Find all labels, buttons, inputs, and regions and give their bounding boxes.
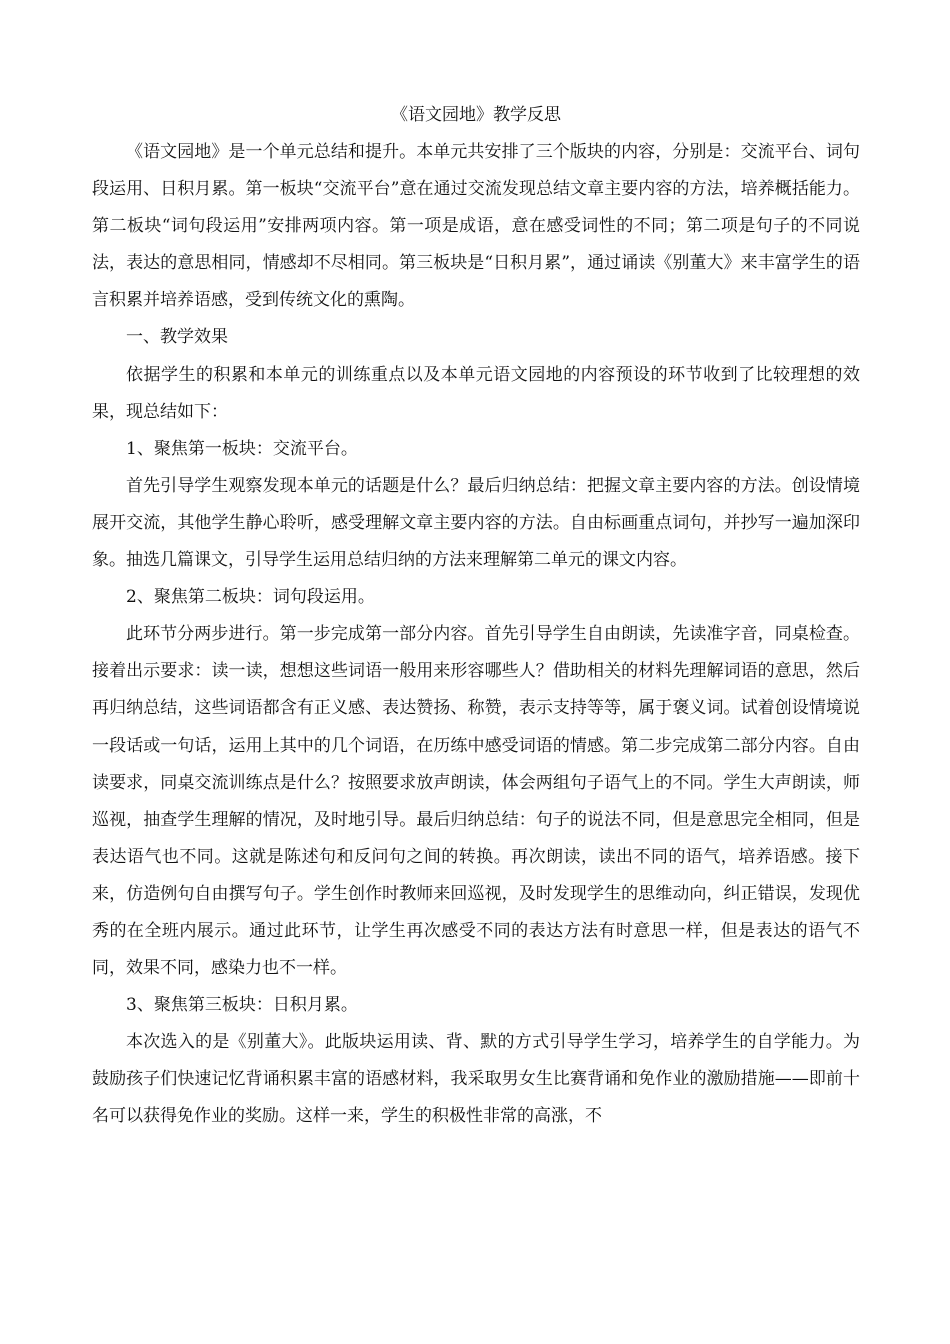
document-title: 《语文园地》教学反思 xyxy=(391,105,561,125)
section-heading-teaching-effect: 一、教学效果 xyxy=(126,327,228,348)
paragraph-summary: 依据学生的积累和本单元的训练重点以及本单元语文园地的内容预设的环节收到了比较理想的效果，现总结如下： xyxy=(92,364,860,422)
paragraph-intro: 《语文园地》是一个单元总结和提升。本单元共安排了三个版块的内容，分别是：交流平台、词句段运用、日积月累。第一板块“交流平台”意在通过交流发现总结文章主要内容的方法，培养概括能力。第二板块“词句段运用”安排两项内容。第一项是成语，意在感受词性的不同；第二项是句子的不同说法，表达的意思相同，情感却不尽相同。第三板块是“日积月累”，通过诵读《别董大》来丰富学生的语言积累并培养语感，受到传统文化的熏陶。 xyxy=(92,142,860,311)
paragraph-block-3: 本次选入的是《别董大》。此版块运用读、背、默的方式引导学生学习，培养学生的自学能力。为鼓励孩子们快速记忆背诵积累丰富的语感材料，我采取男女生比赛背诵和免作业的激励措施——即前十名可以获得免作业的奖励。这样一来，学生的积极性非常的高涨，不 xyxy=(92,1032,860,1127)
paragraph-block-1: 首先引导学生观察发现本单元的话题是什么？最后归纳总结：把握文章主要内容的方法。创设情境展开交流，其他学生静心聆听，感受理解文章主要内容的方法。自由标画重点词句，并抄写一遍加深印象。抽选几篇课文，引导学生运用总结归纳的方法来理解第二单元的课文内容。 xyxy=(92,475,860,571)
subheading-block-3: 3、聚焦第三板块：日积月累。 xyxy=(126,995,358,1016)
subheading-block-1: 1、聚焦第一板块：交流平台。 xyxy=(126,438,358,459)
paragraph-block-2: 此环节分两步进行。第一步完成第一部分内容。首先引导学生自由朗读，先读准字音，同桌检查。接着出示要求：读一读，想想这些词语一般用来形容哪些人？借助相关的材料先理解词语的意思，然后再归纳总结，这些词语都含有正义感、表达赞扬、称赞，表示支持等等，属于褒义词。试着创设情境说一段话或一句话，运用上其中的几个词语，在历练中感受词语的情感。第二步完成第二部分内容。自由读要求，同桌交流训练点是什么？按照要求放声朗读，体会两组句子语气上的不同。学生大声朗读，师巡视，抽查学生理解的情况，及时地引导。最后归纳总结：句子的说法不同，但是意思完全相同，但是表达语气也不同。这就是陈述句和反问句之间的转换。再次朗读，读出不同的语气，培养语感。接下来，仿造例句自由撰写句子。学生创作时教师来回巡视，及时发现学生的思维动向，纠正错误，发现优秀的在全班内展示。通过此环节，让学生再次感受不同的表达方法有时意思一样，但是表达的语气不同，效果不同，感染力也不一样。 xyxy=(92,624,860,979)
document-body xyxy=(92,98,860,1136)
subheading-block-2: 2、聚焦第二板块：词句段运用。 xyxy=(126,587,375,608)
